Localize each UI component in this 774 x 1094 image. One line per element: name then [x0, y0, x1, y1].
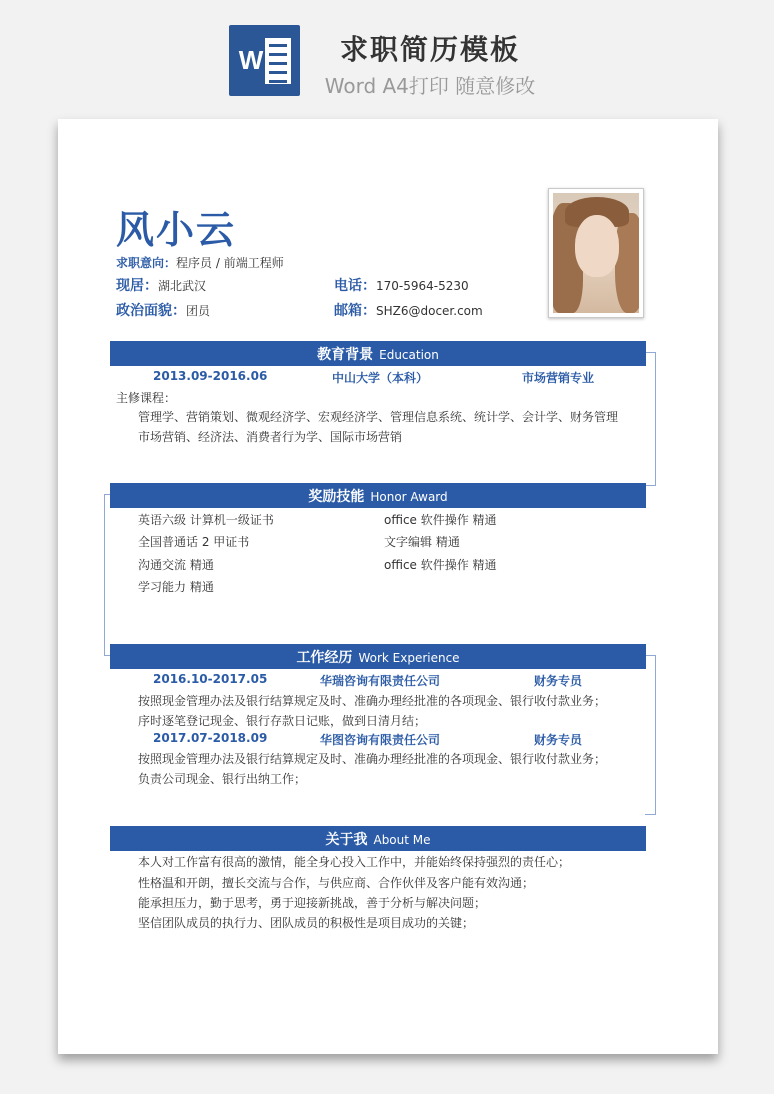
about-line: 能承担压力，勤于思考，勇于迎接新挑战，善于分析与解决问题；: [138, 896, 487, 910]
candidate-name: 风小云: [116, 208, 237, 252]
section-header-honors: [110, 483, 646, 508]
about-line: 坚信团队成员的执行力、团队成员的积极性是项目成功的关键；: [138, 916, 475, 930]
email-label: 邮箱：: [334, 303, 376, 319]
honors-title: 奖励技能: [308, 489, 365, 505]
courses-line: 市场营销、经济法、消费者行为学、国际市场营销: [138, 430, 403, 444]
education-school: 中山大学（本科）: [332, 371, 429, 385]
honor-item: 全国普通话 2 甲证书: [138, 535, 250, 549]
residence-field: [116, 275, 206, 295]
section-header-about: [110, 826, 646, 851]
banner-title: 求职简历模板: [339, 33, 520, 66]
document-lines-icon: [265, 38, 291, 84]
honors-title-en: Honor Award: [370, 490, 448, 504]
education-title: 教育背景: [317, 347, 374, 363]
connector-line: [645, 352, 656, 486]
skill-item: office 软件操作 精通: [384, 558, 497, 572]
job-period: 2016.10-2017.05: [153, 672, 268, 686]
profile-photo: [548, 188, 644, 318]
banner-subtitle: Word A4打印 随意修改: [324, 74, 536, 98]
about-line: 本人对工作富有很高的激情，能全身心投入工作中，并能始终保持强烈的责任心；: [138, 855, 571, 869]
resume-page: [58, 119, 718, 1054]
connector-line: [645, 655, 656, 815]
phone-label: 电话：: [334, 278, 376, 294]
courses-line: 管理学、营销策划、微观经济学、宏观经济学、管理信息系统、统计学、会计学、财务管理: [138, 410, 619, 424]
skill-item: office 软件操作 精通: [384, 513, 497, 527]
residence-value: 湖北武汉: [158, 279, 207, 293]
section-header-work: [110, 644, 646, 669]
education-period: 2013.09-2016.06: [153, 369, 268, 383]
residence-label: 现居：: [116, 278, 158, 294]
about-line: 性格温和开朗，擅长交流与合作，与供应商、合作伙伴及客户能有效沟通；: [138, 876, 535, 890]
template-banner: [0, 0, 774, 110]
word-icon: [229, 25, 300, 96]
connector-line: [104, 494, 113, 656]
job-duty: 按照现金管理办法及银行结算规定及时、准确办理经批准的各项现金、银行收付款业务；: [138, 694, 607, 708]
job-period: 2017.07-2018.09: [153, 731, 268, 745]
phone-value: 170-5964-5230: [376, 279, 469, 293]
work-title-en: Work Experience: [358, 651, 460, 665]
job-duty: 负责公司现金、银行出纳工作；: [138, 772, 307, 786]
honor-item: 学习能力 精通: [138, 580, 214, 594]
politics-value: 团员: [186, 304, 211, 318]
education-major: 市场营销专业: [522, 371, 595, 385]
job-company: 华图咨询有限责任公司: [320, 733, 441, 747]
job-intent-label: 求职意向：: [116, 256, 177, 270]
job-intent-value: 程序员 / 前端工程师: [176, 256, 284, 270]
politics-field: [116, 300, 210, 320]
phone-field: [334, 275, 469, 295]
education-title-en: Education: [379, 348, 439, 362]
job-company: 华瑞咨询有限责任公司: [320, 674, 441, 688]
politics-label: 政治面貌：: [116, 303, 186, 319]
about-title: 关于我: [325, 832, 368, 848]
skill-item: 文字编辑 精通: [384, 535, 460, 549]
section-header-education: [110, 341, 646, 366]
job-duty: 序时逐笔登记现金、银行存款日记账，做到日清月结；: [138, 714, 427, 728]
email-value: SHZ6@docer.com: [376, 304, 483, 318]
honor-item: 沟通交流 精通: [138, 558, 214, 572]
email-field: [334, 300, 483, 320]
portrait-image: [553, 193, 639, 313]
job-position: 财务专员: [534, 674, 583, 688]
about-title-en: About Me: [373, 833, 431, 847]
work-title: 工作经历: [296, 650, 353, 666]
job-intent: [116, 254, 284, 271]
job-position: 财务专员: [534, 733, 583, 747]
word-logo-letter: W: [238, 45, 264, 75]
job-duty: 按照现金管理办法及银行结算规定及时、准确办理经批准的各项现金、银行收付款业务；: [138, 752, 607, 766]
honor-item: 英语六级 计算机一级证书: [138, 513, 274, 527]
courses-label: 主修课程：: [116, 391, 177, 405]
